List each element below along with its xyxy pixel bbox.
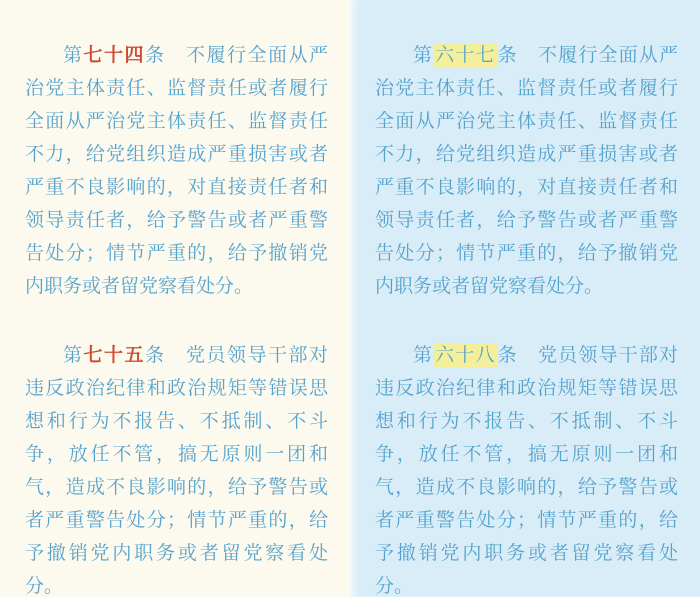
article-paragraph	[25, 339, 328, 603]
article-paragraph	[25, 39, 328, 303]
article-suffix: 条	[145, 45, 166, 66]
new-regulation-panel	[350, 0, 700, 597]
article-body: 不履行全面从严治党主体责任、监督责任或者履行全面从严治党主体责任、监督责任不力，给党组织造成严重损害或者严重不良影响的，对直接责任者和领导责任者，给予警告或者严重警告处分；情节严重的，给予撤销党内职务或者留党察看处分。	[25, 45, 328, 297]
article-paragraph	[375, 339, 678, 603]
article-suffix: 条	[497, 45, 518, 66]
article-suffix: 条	[497, 345, 518, 366]
article-prefix: 第	[413, 45, 434, 66]
article-prefix: 第	[63, 45, 84, 66]
article-body: 不履行全面从严治党主体责任、监督责任或者履行全面从严治党主体责任、监督责任不力，给党组织造成严重损害或者严重不良影响的，对直接责任者和领导责任者，给予警告或者严重警告处分；情节严重的，给予撤销党内职务或者留党察看处分。	[375, 45, 678, 297]
article-number: 七十五	[83, 345, 145, 366]
article-number: 六十七	[435, 45, 496, 66]
article-number: 六十八	[435, 345, 496, 366]
article-paragraph	[375, 39, 678, 303]
old-regulation-panel	[0, 0, 350, 597]
article-suffix: 条	[145, 345, 166, 366]
article-prefix: 第	[63, 345, 84, 366]
article-number: 七十四	[83, 45, 145, 66]
article-prefix: 第	[413, 345, 434, 366]
article-body: 党员领导干部对违反政治纪律和政治规矩等错误思想和行为不报告、不抵制、不斗争，放任不管，搞无原则一团和气，造成不良影响的，给予警告或者严重警告处分；情节严重的，给予撤销党内职务或者留党察看处分。	[375, 345, 678, 597]
article-body: 党员领导干部对违反政治纪律和政治规矩等错误思想和行为不报告、不抵制、不斗争，放任不管，搞无原则一团和气，造成不良影响的，给予警告或者严重警告处分；情节严重的，给予撤销党内职务或者留党察看处分。	[25, 345, 328, 597]
